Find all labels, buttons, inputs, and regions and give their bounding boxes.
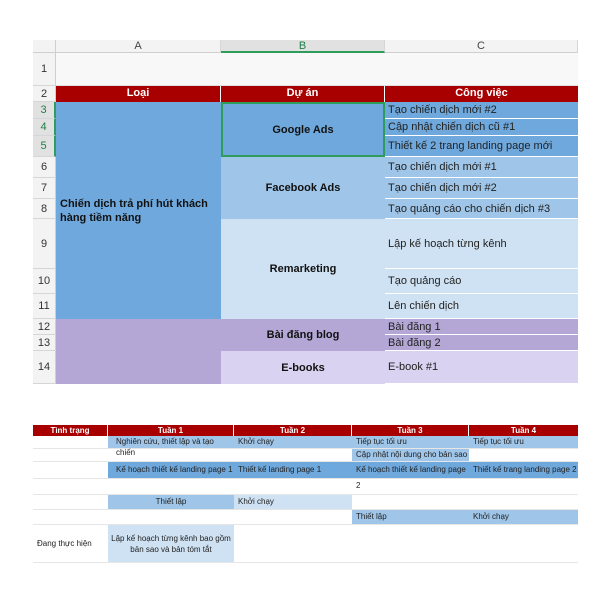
header-week-4[interactable]: Tuần 4 [469, 425, 578, 436]
cell-r3-week4[interactable]: Thiết kế trang landing page 2 [469, 462, 578, 478]
cell-r1-week2[interactable]: Khởi chạy [234, 436, 352, 448]
task-cell-r11[interactable]: Lên chiến dịch [385, 294, 578, 319]
header-week-3[interactable]: Tuần 3 [352, 425, 469, 436]
cell-r1-week3[interactable]: Tiếp tục tối ưu [352, 436, 469, 448]
cell-r7-status[interactable]: Đang thực hiện [37, 539, 92, 548]
row-header-13[interactable]: 13 [33, 335, 56, 351]
task-cell-r12[interactable]: Bài đăng 1 [385, 319, 578, 335]
task-cell-r14[interactable]: E-book #1 [385, 351, 578, 384]
task-cell-r13[interactable]: Bài đăng 2 [385, 335, 578, 351]
task-cell-r5[interactable]: Thiết kế 2 trang landing page mới [385, 136, 578, 157]
header-week-2[interactable]: Tuần 2 [234, 425, 352, 436]
column-header-c[interactable]: C [385, 40, 578, 53]
task-cell-r9[interactable]: Lập kế hoạch từng kênh [385, 219, 578, 269]
row-header-11[interactable]: 11 [33, 294, 56, 319]
row-header-12[interactable]: 12 [33, 319, 56, 335]
row-header-10[interactable]: 10 [33, 269, 56, 294]
header-status[interactable]: Tình trạng [33, 425, 108, 436]
category-label-paid: Chiến dịch trả phí hút khách hàng tiềm năng [60, 197, 208, 224]
cell-r1-week1[interactable]: Nghiên cứu, thiết lập và tạo chiến [108, 436, 234, 448]
cell-r5-week2[interactable]: Khởi chạy [234, 495, 352, 509]
category-cell-paid[interactable] [56, 102, 221, 319]
header-type[interactable]: Loại [56, 86, 221, 102]
task-cell-r10[interactable]: Tạo quảng cáo [385, 269, 578, 294]
cell-r1-week4[interactable]: Tiếp tục tối ưu [469, 436, 578, 448]
project-facebook-ads[interactable]: Facebook Ads [221, 157, 385, 219]
row-header-6[interactable]: 6 [33, 157, 56, 178]
cell-r3-week3[interactable]: Kế hoạch thiết kế landing page 2 [352, 462, 469, 478]
project-ebooks[interactable]: E-books [221, 351, 385, 384]
cell-r7-week1-line2: bản sao và bản tóm tắt [130, 544, 212, 554]
category-cell-content[interactable] [56, 319, 221, 384]
task-cell-r3[interactable]: Tạo chiến dịch mới #2 [385, 102, 578, 119]
task-cell-r6[interactable]: Tạo chiến dịch mới #1 [385, 157, 578, 178]
cell-r3-week1[interactable]: Kế hoạch thiết kế landing page 1 [108, 462, 234, 478]
project-google-ads[interactable]: Google Ads [221, 102, 385, 157]
column-header-b[interactable]: B [221, 40, 385, 53]
bottom-grid-line [33, 562, 578, 563]
row-1-empty[interactable] [56, 53, 578, 86]
cell-r7-week1-line1: Lập kế hoạch từng kênh bao gồm [111, 533, 231, 543]
cell-r2-week3[interactable]: Cập nhật nội dung cho bản sao [352, 449, 469, 461]
row-header-3[interactable]: 3 [33, 102, 56, 119]
row-header-4[interactable]: 4 [33, 119, 56, 136]
row-header-2[interactable]: 2 [33, 86, 56, 102]
header-week-1[interactable]: Tuần 1 [108, 425, 234, 436]
header-project[interactable]: Dự án [221, 86, 385, 102]
project-remarketing[interactable]: Remarketing [221, 219, 385, 319]
row-header-5[interactable]: 5 [33, 136, 56, 157]
cell-r6-week4[interactable]: Khởi chạy [469, 510, 578, 524]
row-header-1[interactable]: 1 [33, 53, 56, 86]
project-blog[interactable]: Bài đăng blog [221, 319, 385, 351]
row-header-8[interactable]: 8 [33, 199, 56, 219]
cell-r6-week3[interactable]: Thiết lập [352, 510, 469, 524]
bottom-grid-line [33, 448, 578, 449]
row-header-7[interactable]: 7 [33, 178, 56, 199]
header-task[interactable]: Công việc [385, 86, 578, 102]
task-cell-r7[interactable]: Tạo chiến dịch mới #2 [385, 178, 578, 199]
task-cell-r8[interactable]: Tạo quảng cáo cho chiến dịch #3 [385, 199, 578, 219]
row-header-14[interactable]: 14 [33, 351, 56, 384]
bottom-grid-line [33, 478, 578, 479]
row-header-9[interactable]: 9 [33, 219, 56, 269]
cell-r7-week1[interactable] [108, 525, 234, 562]
cell-r5-week1[interactable]: Thiết lập [108, 495, 234, 509]
column-header-a[interactable]: A [56, 40, 221, 53]
select-all-corner[interactable] [33, 40, 56, 53]
cell-r3-week2[interactable]: Thiết kế landing page 1 [234, 462, 352, 478]
task-cell-r4[interactable]: Cập nhật chiến dịch cũ #1 [385, 119, 578, 136]
